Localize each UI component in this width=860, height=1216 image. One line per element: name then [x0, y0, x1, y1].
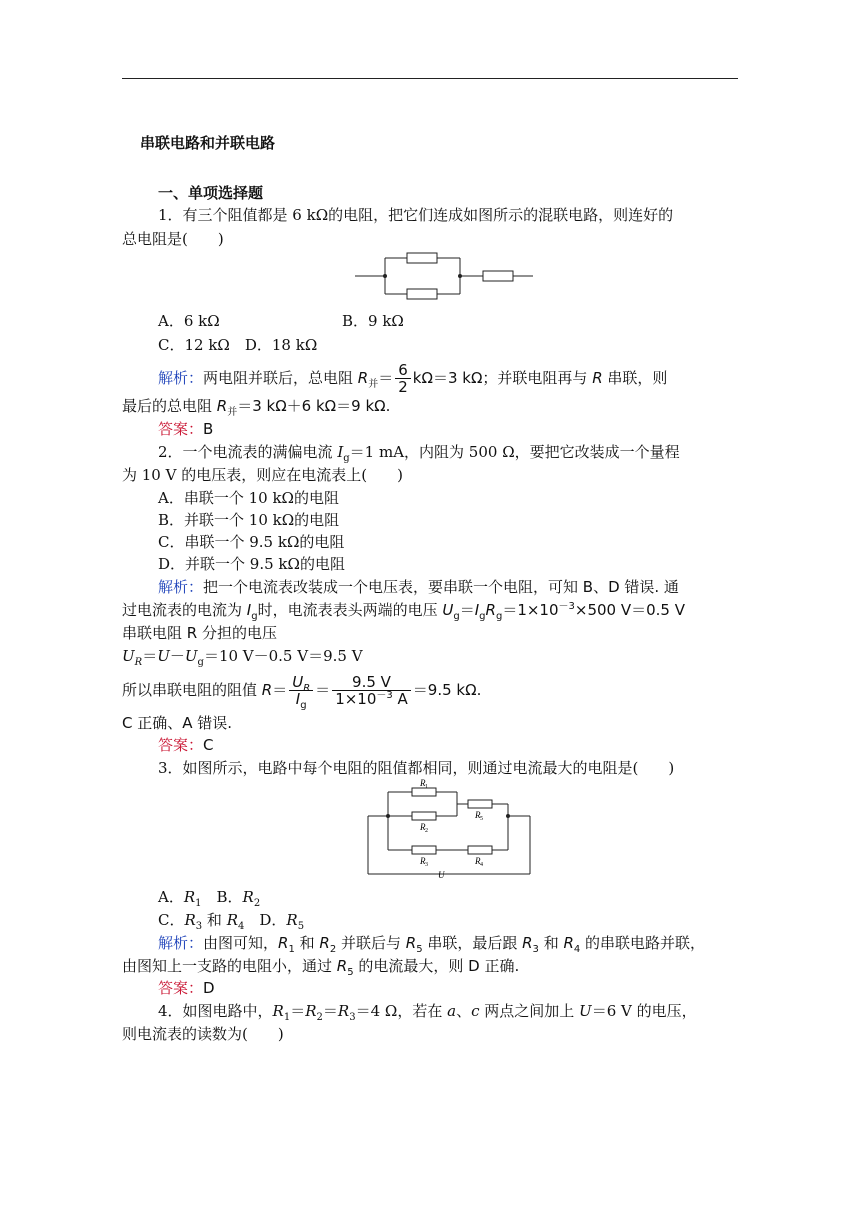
- q3-answer: 答案：D: [158, 979, 215, 997]
- q2-answer: 答案：C: [158, 736, 214, 754]
- q1-stem-line1: 1．有三个阻值都是 6 kΩ的电阻，把它们连成如图所示的混联电路，则连好的: [158, 206, 674, 224]
- svg-text:U: U: [438, 870, 445, 880]
- svg-text:3: 3: [425, 862, 428, 868]
- q1-stem-line2: 总电阻是( ): [122, 230, 224, 248]
- q3-options-cd: C．$R_3$ 和 $R_4$ D．$R_5$: [158, 911, 305, 932]
- q2-analysis-line5: 所以串联电阻的阻值 R＝ $\frac{U_R}{I_g}$ ＝ $\frac{9.5 V}{1\times 10^{-3} A}$ ＝9.5 kΩ.: [122, 673, 482, 711]
- q3-options-ab: A．$R_1$ B．$R_2$: [158, 888, 261, 909]
- header-rule: [122, 78, 738, 79]
- q2-analysis-line1: 解析：把一个电流表改装成一个电压表，要串联一个电阻，可知 B、D 错误. 通: [158, 578, 679, 596]
- q2-option-d: D．并联一个 9.5 kΩ的电阻: [158, 555, 345, 573]
- q3-stem: 3．如图所示，电路中每个电阻的阻值都相同，则通过电流最大的电阻是( ): [158, 759, 675, 777]
- q2-analysis-line4: $U_R=U-U_g=10$ V－0.5 V＝9.5 V: [122, 647, 363, 668]
- q2-option-b: B．并联一个 10 kΩ的电阻: [158, 511, 340, 529]
- svg-text:4: 4: [480, 862, 483, 868]
- svg-text:1: 1: [425, 784, 428, 790]
- svg-text:2: 2: [425, 828, 428, 834]
- q1-analysis-label: 解析：: [158, 369, 204, 387]
- svg-text:R: R: [420, 778, 426, 788]
- q2-option-a: A．串联一个 10 kΩ的电阻: [158, 489, 339, 507]
- q2-stem-line2: 为 10 V 的电压表，则应在电流表上( ): [122, 466, 403, 484]
- q3-analysis-line2: 由图知上一支路的电阻小，通过 $R_5$ 的电流最大，则 D 正确.: [122, 957, 520, 978]
- svg-text:R: R: [420, 856, 426, 866]
- q1-option-b: B．9 kΩ: [342, 312, 404, 330]
- svg-text:R: R: [420, 822, 426, 832]
- q2-analysis-line2: 过电流表的电流为 $I_g$时，电流表表头两端的电压 $U_g=I_gR_g=1\times 10^{-3}\times 500$ V＝0.5 V: [122, 601, 686, 622]
- q1-options-cd: C．12 kΩ D．18 kΩ: [158, 336, 318, 354]
- q2-analysis-line6: C 正确、A 错误.: [122, 714, 233, 732]
- q4-stem-line2: 则电流表的读数为( ): [122, 1025, 284, 1043]
- q4-stem-line1: 4．如图电路中，$R_1=R_2=R_3=4$ Ω，若在 a、c 两点之间加上 U＝6 V 的电压，: [158, 1002, 697, 1023]
- q1-analysis-line1: 解析：两电阻并联后，总电阻 $R_并=$ $\frac{6}{2}$ kΩ＝3 kΩ；并联电阻再与 R 串联，则: [158, 361, 668, 396]
- q2-option-c: C．串联一个 9.5 kΩ的电阻: [158, 533, 345, 551]
- q1-option-a: A．6 kΩ: [158, 312, 220, 330]
- q3-analysis-line1: 解析：由图可知，$R_1$ 和 $R_2$ 并联后与 $R_5$ 串联，最后跟 $R_3$ 和 $R_4$ 的串联电路并联，: [158, 934, 706, 955]
- section-heading: 一、单项选择题: [158, 184, 264, 202]
- q2-analysis-line3: 串联电阻 R 分担的电压: [122, 624, 277, 642]
- page-title: 串联电路和并联电路: [140, 134, 276, 152]
- q1-circuit-diagram: [355, 248, 540, 300]
- q2-stem-line1: 2．一个电流表的满偏电流 $I_g=1$ mA，内阻为 500 Ω，要把它改装成一个量程: [158, 443, 680, 464]
- q1-fraction: $\frac{6}{2}$: [395, 362, 411, 395]
- q3-circuit-diagram: [360, 778, 535, 882]
- svg-text:R: R: [475, 810, 481, 820]
- q2-fraction: $\frac{9.5 V}{1\times 10^{-3} A}$: [332, 674, 411, 707]
- svg-text:5: 5: [480, 816, 483, 822]
- q1-analysis-line2: 最后的总电阻 $R_并=3$ kΩ＋6 kΩ＝9 kΩ.: [122, 397, 391, 418]
- svg-text:R: R: [475, 856, 481, 866]
- q1-answer: 答案：B: [158, 420, 214, 438]
